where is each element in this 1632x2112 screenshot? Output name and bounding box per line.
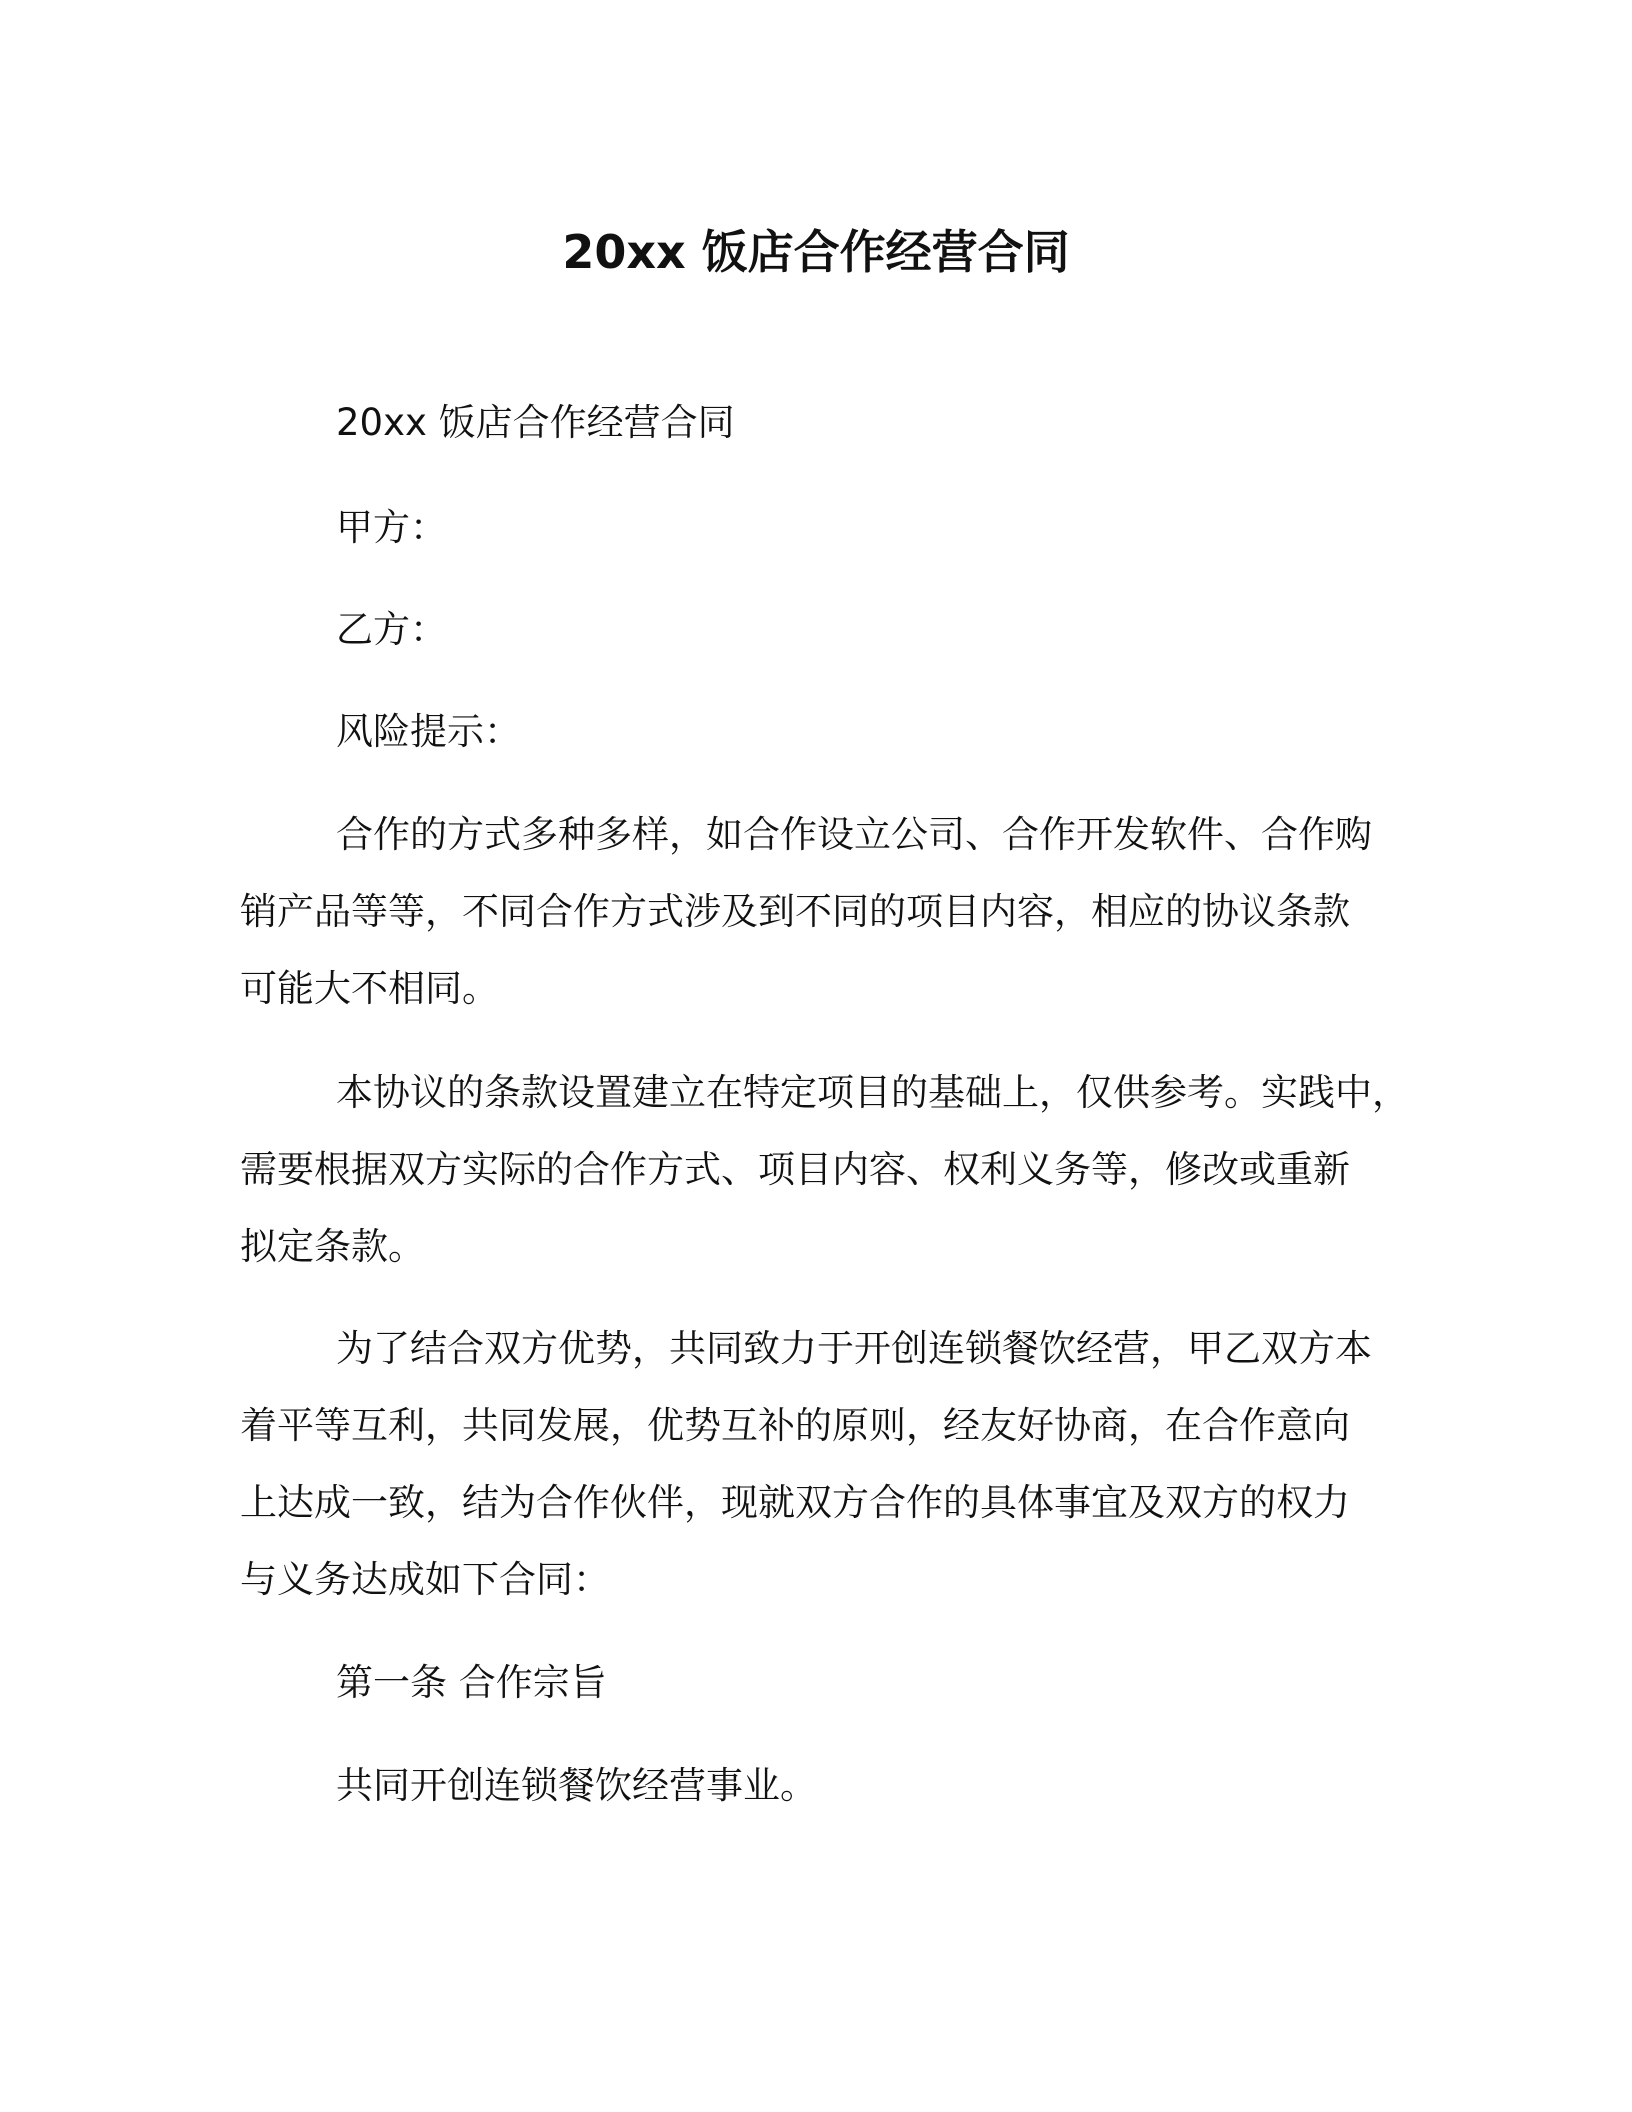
risk-heading: 风险提示： bbox=[336, 710, 521, 753]
risk-paragraph-1 bbox=[240, 796, 1372, 1027]
paragraph-line: 着平等互利，共同发展，优势互补的原则，经友好协商，在合作意向 bbox=[240, 1404, 1350, 1447]
document-title: 20xx 饭店合作经营合同 bbox=[562, 225, 1070, 279]
paragraph-line: 与义务达成如下合同： bbox=[240, 1558, 610, 1601]
paragraph-line: 上达成一致，结为合作伙伴，现就双方合作的具体事宜及双方的权力 bbox=[240, 1481, 1350, 1524]
paragraph-line: 拟定条款。 bbox=[240, 1225, 425, 1268]
party-b-label: 乙方： bbox=[336, 608, 447, 651]
risk-paragraph-2 bbox=[240, 1054, 1409, 1285]
party-a-label: 甲方： bbox=[336, 506, 447, 549]
paragraph-line: 合作的方式多种多样，如合作设立公司、合作开发软件、合作购 bbox=[336, 813, 1372, 856]
paragraph-line: 为了结合双方优势，共同致力于开创连锁餐饮经营，甲乙双方本 bbox=[336, 1327, 1372, 1370]
paragraph-line: 销产品等等，不同合作方式涉及到不同的项目内容，相应的协议条款 bbox=[240, 890, 1350, 933]
paragraph-line: 需要根据双方实际的合作方式、项目内容、权利义务等，修改或重新 bbox=[240, 1148, 1350, 1191]
preamble-paragraph bbox=[240, 1310, 1372, 1618]
article-1-heading: 第一条 合作宗旨 bbox=[336, 1661, 607, 1704]
document-subtitle: 20xx 饭店合作经营合同 bbox=[336, 401, 735, 444]
paragraph-line: 可能大不相同。 bbox=[240, 967, 499, 1010]
paragraph-line: 本协议的条款设置建立在特定项目的基础上，仅供参考。实践中， bbox=[336, 1071, 1409, 1114]
article-1-text: 共同开创连锁餐饮经营事业。 bbox=[336, 1764, 817, 1807]
